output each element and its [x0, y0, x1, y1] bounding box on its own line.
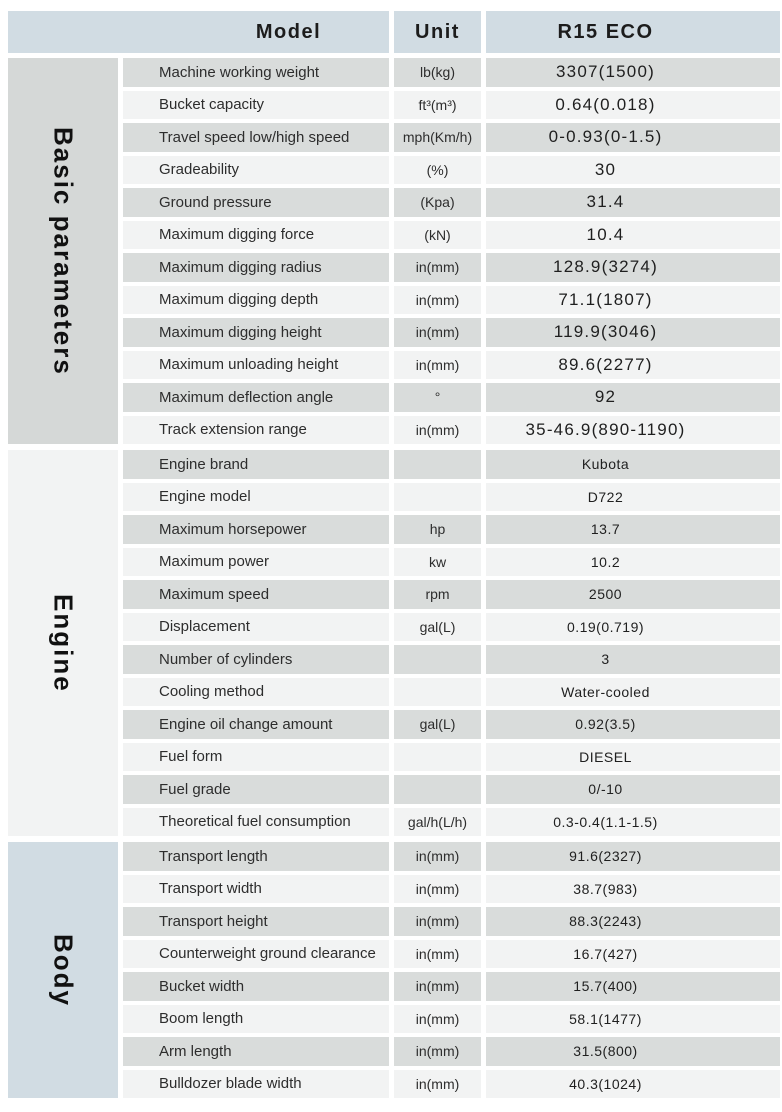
value-cell — [486, 548, 780, 577]
param-cell — [123, 775, 389, 804]
unit-label: kw — [428, 553, 447, 570]
value-cell — [486, 1070, 780, 1099]
unit-label: in(mm) — [415, 1010, 460, 1027]
section-label: Basic parameters — [48, 126, 79, 376]
table-row — [123, 710, 780, 739]
unit-cell — [394, 383, 481, 412]
value-cell — [486, 253, 780, 282]
param-label: Boom length — [159, 1010, 244, 1028]
param-label: Track extension range — [159, 421, 307, 439]
table-row — [123, 1037, 780, 1066]
unit-cell — [394, 1037, 481, 1066]
value-cell — [486, 743, 780, 772]
value-cell — [486, 1005, 780, 1034]
unit-cell — [394, 450, 481, 479]
param-label: Gradeability — [159, 161, 240, 179]
value-label: 88.3(2243) — [569, 913, 642, 930]
value-cell — [486, 450, 780, 479]
section-basic-parameters — [8, 58, 782, 444]
param-label: Maximum digging depth — [159, 291, 319, 309]
param-cell — [123, 907, 389, 936]
table-row — [123, 1005, 780, 1034]
value-label: 35-46.9(890-1190) — [525, 419, 686, 439]
param-cell — [123, 318, 389, 347]
value-cell — [486, 91, 780, 120]
value-label: 2500 — [588, 586, 623, 603]
unit-cell — [394, 123, 481, 152]
unit-label: in(mm) — [415, 291, 460, 308]
table-row — [123, 548, 780, 577]
table-row — [123, 221, 780, 250]
param-label: Arm length — [159, 1042, 232, 1060]
unit-cell — [394, 972, 481, 1001]
param-label: Transport height — [159, 912, 268, 930]
param-label: Ground pressure — [159, 193, 272, 211]
unit-label: rpm — [425, 586, 450, 603]
param-cell — [123, 91, 389, 120]
param-label: Maximum unloading height — [159, 356, 339, 374]
table-row — [123, 743, 780, 772]
section-sidebar — [8, 58, 118, 444]
unit-label: (Kpa) — [420, 194, 455, 211]
value-label: 89.6(2277) — [558, 354, 653, 374]
section-rows — [123, 450, 780, 836]
value-label: 71.1(1807) — [558, 289, 653, 309]
unit-cell — [394, 808, 481, 837]
header-unit-cell — [394, 11, 481, 53]
section-label: Body — [48, 933, 79, 1007]
value-cell — [486, 416, 780, 445]
unit-label: in(mm) — [415, 880, 460, 897]
param-cell — [123, 1005, 389, 1034]
param-cell — [123, 710, 389, 739]
param-label: Cooling method — [159, 683, 265, 701]
param-label: Bulldozer blade width — [159, 1075, 302, 1093]
value-label: 10.2 — [590, 553, 621, 570]
value-label: 3307(1500) — [556, 62, 655, 82]
unit-label: in(mm) — [415, 356, 460, 373]
value-label: D722 — [587, 488, 624, 505]
header-model-cell — [8, 11, 389, 53]
value-label: 119.9(3046) — [553, 322, 658, 342]
param-label: Travel speed low/high speed — [159, 128, 350, 146]
value-cell — [486, 515, 780, 544]
value-label: 91.6(2327) — [569, 848, 642, 865]
param-label: Fuel form — [159, 748, 223, 766]
unit-cell — [394, 351, 481, 380]
unit-cell — [394, 221, 481, 250]
value-cell — [486, 383, 780, 412]
param-label: Engine oil change amount — [159, 715, 333, 733]
unit-label: lb(kg) — [419, 64, 455, 81]
param-label: Displacement — [159, 618, 250, 636]
unit-cell — [394, 940, 481, 969]
param-cell — [123, 483, 389, 512]
param-label: Theoretical fuel consumption — [159, 813, 351, 831]
table-row — [123, 253, 780, 282]
param-cell — [123, 842, 389, 871]
value-label: DIESEL — [579, 748, 632, 765]
unit-label: in(mm) — [415, 259, 460, 276]
table-row — [123, 808, 780, 837]
table-row — [123, 875, 780, 904]
value-cell — [486, 645, 780, 674]
param-cell — [123, 580, 389, 609]
param-cell — [123, 743, 389, 772]
unit-cell — [394, 875, 481, 904]
value-cell — [486, 972, 780, 1001]
unit-cell — [394, 743, 481, 772]
table-row — [123, 416, 780, 445]
section-body — [8, 842, 782, 1098]
value-cell — [486, 842, 780, 871]
unit-cell — [394, 710, 481, 739]
table-row — [123, 678, 780, 707]
param-cell — [123, 808, 389, 837]
unit-label: in(mm) — [415, 978, 460, 995]
header-model-value: R15 ECO — [557, 20, 654, 43]
value-label: 10.4 — [586, 224, 625, 244]
unit-cell — [394, 58, 481, 87]
table-row — [123, 351, 780, 380]
value-label: 3 — [601, 651, 610, 668]
value-label: 16.7(427) — [573, 945, 638, 962]
value-cell — [486, 1037, 780, 1066]
table-row — [123, 318, 780, 347]
value-cell — [486, 580, 780, 609]
section-label: Engine — [48, 593, 79, 693]
param-label: Engine brand — [159, 455, 249, 473]
param-cell — [123, 1070, 389, 1099]
value-cell — [486, 907, 780, 936]
value-cell — [486, 351, 780, 380]
param-label: Bucket width — [159, 977, 245, 995]
param-cell — [123, 286, 389, 315]
param-cell — [123, 875, 389, 904]
param-cell — [123, 972, 389, 1001]
param-cell — [123, 613, 389, 642]
unit-cell — [394, 548, 481, 577]
value-cell — [486, 613, 780, 642]
value-cell — [486, 483, 780, 512]
value-cell — [486, 58, 780, 87]
param-cell — [123, 383, 389, 412]
value-label: 58.1(1477) — [569, 1010, 642, 1027]
value-cell — [486, 808, 780, 837]
param-cell — [123, 1037, 389, 1066]
unit-cell — [394, 91, 481, 120]
section-engine — [8, 450, 782, 836]
param-label: Bucket capacity — [159, 96, 265, 114]
param-label: Maximum deflection angle — [159, 388, 334, 406]
unit-cell — [394, 1070, 481, 1099]
unit-cell — [394, 580, 481, 609]
unit-cell — [394, 188, 481, 217]
unit-cell — [394, 1005, 481, 1034]
param-cell — [123, 58, 389, 87]
value-cell — [486, 775, 780, 804]
param-label: Maximum horsepower — [159, 520, 307, 538]
param-label: Transport width — [159, 880, 262, 898]
param-cell — [123, 515, 389, 544]
unit-label: gal/h(L/h) — [407, 813, 468, 830]
param-label: Number of cylinders — [159, 650, 293, 668]
table-row — [123, 91, 780, 120]
table-row — [123, 515, 780, 544]
value-label: Kubota — [581, 456, 630, 473]
unit-cell — [394, 645, 481, 674]
table-row — [123, 613, 780, 642]
section-sidebar — [8, 842, 118, 1098]
value-label: 0-0.93(0-1.5) — [548, 127, 663, 147]
value-label: 0.3-0.4(1.1-1.5) — [553, 813, 658, 830]
section-sidebar — [8, 450, 118, 836]
unit-cell — [394, 483, 481, 512]
table-row — [123, 188, 780, 217]
param-cell — [123, 351, 389, 380]
param-cell — [123, 678, 389, 707]
section-rows — [123, 58, 780, 444]
unit-cell — [394, 775, 481, 804]
value-cell — [486, 188, 780, 217]
param-cell — [123, 221, 389, 250]
value-cell — [486, 710, 780, 739]
table-row — [123, 483, 780, 512]
param-cell — [123, 188, 389, 217]
table-row — [123, 383, 780, 412]
value-cell — [486, 286, 780, 315]
table-row — [123, 907, 780, 936]
table-row — [123, 286, 780, 315]
header-model-label: Model — [255, 20, 322, 43]
value-label: 30 — [594, 159, 617, 179]
unit-label: gal(L) — [419, 618, 456, 635]
param-label: Counterweight ground clearance — [159, 945, 376, 963]
unit-label: in(mm) — [415, 848, 460, 865]
param-label: Maximum digging force — [159, 226, 315, 244]
param-cell — [123, 156, 389, 185]
table-row — [123, 842, 780, 871]
header-value-cell — [486, 11, 780, 53]
param-label: Maximum digging radius — [159, 258, 322, 276]
unit-cell — [394, 842, 481, 871]
table-row — [123, 972, 780, 1001]
value-label: 13.7 — [590, 521, 621, 538]
unit-label: in(mm) — [415, 421, 460, 438]
table-row — [123, 940, 780, 969]
value-cell — [486, 156, 780, 185]
unit-cell — [394, 613, 481, 642]
unit-label: ft³(m³) — [418, 96, 457, 113]
value-label: 0/-10 — [588, 781, 623, 798]
param-label: Fuel grade — [159, 780, 231, 798]
param-cell — [123, 645, 389, 674]
value-label: 38.7(983) — [573, 880, 638, 897]
param-label: Transport length — [159, 847, 268, 865]
value-label: 128.9(3274) — [553, 257, 658, 277]
value-label: 31.5(800) — [573, 1043, 638, 1060]
unit-cell — [394, 416, 481, 445]
unit-label: in(mm) — [415, 1043, 460, 1060]
table-row — [123, 123, 780, 152]
value-cell — [486, 678, 780, 707]
header-unit-label: Unit — [415, 20, 460, 43]
value-label: 40.3(1024) — [569, 1075, 642, 1092]
value-label: 31.4 — [586, 192, 625, 212]
value-label: 0.92(3.5) — [575, 716, 636, 733]
value-cell — [486, 940, 780, 969]
unit-label: (kN) — [424, 226, 451, 243]
table-body — [8, 58, 782, 1098]
table-row — [123, 450, 780, 479]
value-label: 0.19(0.719) — [566, 618, 645, 635]
param-label: Maximum digging height — [159, 323, 322, 341]
value-cell — [486, 221, 780, 250]
param-label: Maximum speed — [159, 585, 270, 603]
table-row — [123, 1070, 780, 1099]
param-cell — [123, 940, 389, 969]
unit-cell — [394, 318, 481, 347]
value-cell — [486, 875, 780, 904]
value-cell — [486, 318, 780, 347]
param-cell — [123, 548, 389, 577]
table-row — [123, 645, 780, 674]
table-row — [123, 58, 780, 87]
param-cell — [123, 123, 389, 152]
table-row — [123, 156, 780, 185]
unit-label: in(mm) — [415, 1075, 460, 1092]
value-label: 15.7(400) — [573, 978, 638, 995]
param-label: Engine model — [159, 488, 251, 506]
unit-cell — [394, 907, 481, 936]
value-label: Water-cooled — [561, 683, 650, 700]
param-cell — [123, 253, 389, 282]
section-rows — [123, 842, 780, 1098]
unit-cell — [394, 253, 481, 282]
value-label: 0.64(0.018) — [555, 94, 656, 114]
param-cell — [123, 416, 389, 445]
unit-label: in(mm) — [415, 913, 460, 930]
unit-label: (%) — [426, 161, 449, 178]
unit-cell — [394, 678, 481, 707]
unit-label: in(mm) — [415, 324, 460, 341]
value-cell — [486, 123, 780, 152]
param-label: Machine working weight — [159, 63, 320, 81]
unit-label: hp — [429, 521, 446, 538]
param-cell — [123, 450, 389, 479]
table-header — [8, 11, 782, 53]
value-label: 92 — [594, 387, 617, 407]
param-label: Maximum power — [159, 553, 270, 571]
unit-label: mph(Km/h) — [402, 129, 473, 146]
table-row — [123, 580, 780, 609]
unit-cell — [394, 286, 481, 315]
table-row — [123, 775, 780, 804]
unit-cell — [394, 515, 481, 544]
unit-label: ° — [434, 389, 441, 406]
unit-label: in(mm) — [415, 945, 460, 962]
unit-cell — [394, 156, 481, 185]
unit-label: gal(L) — [419, 716, 456, 733]
